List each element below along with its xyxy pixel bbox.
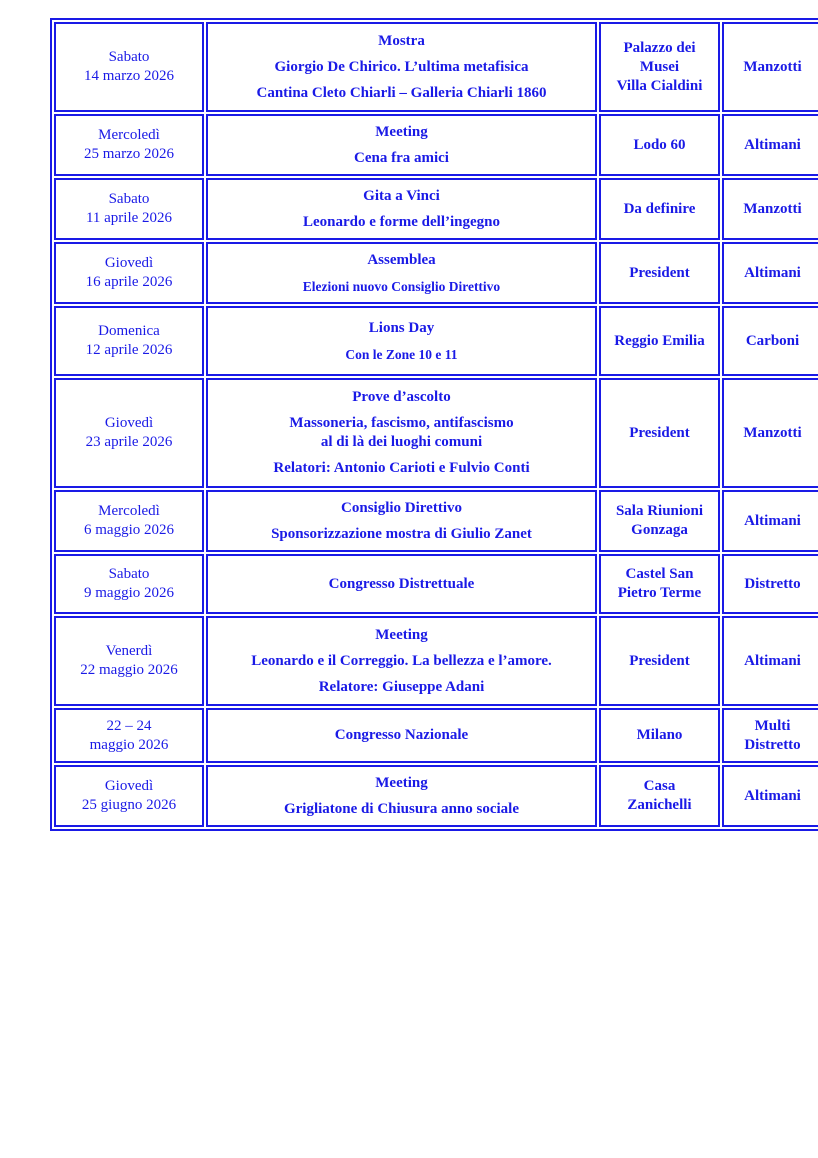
- event-organizer: Altimani: [744, 652, 801, 669]
- event-title: Mostra: [378, 32, 425, 49]
- event-day: Giovedì: [104, 255, 154, 271]
- event-description-cell: [206, 378, 597, 488]
- event-organizer: Multi: [754, 717, 791, 734]
- event-description-cell: [206, 765, 597, 827]
- event-title: Gita a Vinci: [363, 187, 440, 204]
- event-organizer: Manzotti: [743, 200, 802, 217]
- event-organizer: Carboni: [745, 332, 800, 349]
- event-organizer-cell: [722, 554, 818, 614]
- event-description-cell: [206, 306, 597, 376]
- event-place-cell: [599, 490, 720, 552]
- event-place: Milano: [636, 727, 683, 743]
- table-row: [54, 490, 818, 552]
- event-date-cell: [54, 765, 204, 827]
- event-title: Meeting: [375, 626, 428, 643]
- event-place: Da definire: [623, 200, 696, 217]
- event-day: Mercoledì: [98, 503, 160, 519]
- event-place-cell: [599, 306, 720, 376]
- event-place: Villa Cialdini: [616, 77, 703, 94]
- event-day: Venerdì: [105, 643, 153, 659]
- event-description-cell: [206, 114, 597, 176]
- event-detail: Relatori: Antonio Carioti e Fulvio Conti: [273, 460, 530, 476]
- event-organizer-cell: [722, 490, 818, 552]
- event-day: Giovedì: [104, 778, 154, 794]
- event-organizer: Distretto: [744, 736, 801, 753]
- event-organizer-cell: [722, 306, 818, 376]
- event-place: Castel San: [625, 566, 694, 582]
- table-row: [54, 554, 818, 614]
- event-description-cell: [206, 22, 597, 112]
- table-row: [54, 114, 818, 176]
- event-date: 16 aprile 2026: [85, 274, 173, 290]
- event-day: Mercoledì: [98, 127, 160, 143]
- events-table-body: [54, 22, 818, 827]
- event-title: Meeting: [375, 774, 428, 791]
- event-description-cell: [206, 490, 597, 552]
- event-date-cell: [54, 378, 204, 488]
- event-title: Congresso Nazionale: [334, 727, 469, 743]
- event-day: 22 – 24: [106, 717, 152, 734]
- event-detail: Leonardo e il Correggio. La bellezza e l’amore.: [251, 652, 552, 669]
- table-row: [54, 22, 818, 112]
- event-place: President: [629, 652, 690, 669]
- event-date-cell: [54, 708, 204, 763]
- event-date-cell: [54, 616, 204, 706]
- event-detail: Cena fra amici: [354, 149, 449, 166]
- event-date: 25 giugno 2026: [81, 797, 177, 813]
- event-organizer-cell: [722, 765, 818, 827]
- event-organizer: Altimani: [744, 512, 801, 529]
- event-place-cell: [599, 242, 720, 304]
- event-date-cell: [54, 306, 204, 376]
- event-title: Lions Day: [368, 319, 435, 336]
- table-row: [54, 708, 818, 763]
- event-date-cell: [54, 178, 204, 240]
- event-description-cell: [206, 178, 597, 240]
- event-place: Gonzaga: [631, 522, 688, 538]
- event-place: Zanichelli: [627, 797, 692, 813]
- event-detail: Massoneria, fascismo, antifascismo: [289, 415, 514, 431]
- event-date: 14 marzo 2026: [84, 68, 174, 84]
- table-row: [54, 242, 818, 304]
- event-organizer-cell: [722, 708, 818, 763]
- event-organizer-cell: [722, 22, 818, 112]
- event-day: Domenica: [98, 323, 160, 339]
- event-detail: al di là dei luoghi comuni: [320, 434, 483, 450]
- event-place: Reggio Emilia: [614, 332, 705, 349]
- event-date-cell: [54, 242, 204, 304]
- event-description-cell: [206, 242, 597, 304]
- event-title: Consiglio Direttivo: [341, 499, 462, 516]
- event-day: Giovedì: [104, 415, 154, 431]
- event-organizer-cell: [722, 616, 818, 706]
- event-title: Meeting: [375, 123, 428, 140]
- event-place-cell: [599, 22, 720, 112]
- event-detail: Relatore: Giuseppe Adani: [318, 678, 485, 695]
- event-description-cell: [206, 616, 597, 706]
- event-date-cell: [54, 114, 204, 176]
- event-title: Congresso Distrettuale: [328, 575, 475, 592]
- table-row: [54, 765, 818, 827]
- event-organizer-cell: [722, 378, 818, 488]
- event-place: Lodo 60: [633, 136, 686, 153]
- event-place: President: [629, 264, 690, 281]
- table-row: [54, 616, 818, 706]
- event-organizer-cell: [722, 178, 818, 240]
- event-organizer: Altimani: [744, 787, 801, 804]
- event-detail: Leonardo e forme dell’ingegno: [302, 213, 501, 230]
- event-description-cell: [206, 554, 597, 614]
- event-day: Sabato: [108, 566, 150, 582]
- table-row: [54, 378, 818, 488]
- event-date-cell: [54, 554, 204, 614]
- event-organizer: Altimani: [744, 136, 801, 153]
- event-place: President: [629, 424, 690, 441]
- event-day: Sabato: [108, 49, 150, 65]
- event-place: Musei: [639, 58, 680, 75]
- event-place-cell: [599, 554, 720, 614]
- event-place: Sala Riunioni: [615, 503, 704, 519]
- event-place-cell: [599, 114, 720, 176]
- event-detail: Cantina Cleto Chiarli – Galleria Chiarli 1860: [256, 84, 547, 101]
- event-date: 11 aprile 2026: [85, 210, 173, 226]
- event-place-cell: [599, 708, 720, 763]
- event-detail: Con le Zone 10 e 11: [345, 346, 458, 362]
- event-title: Prove d’ascolto: [352, 389, 451, 405]
- event-day: Sabato: [108, 191, 150, 207]
- event-detail: Grigliatone di Chiusura anno sociale: [283, 800, 520, 817]
- event-date: 12 aprile 2026: [85, 342, 173, 358]
- event-place-cell: [599, 378, 720, 488]
- event-description-cell: [206, 708, 597, 763]
- event-detail: Giorgio De Chirico. L’ultima metafisica: [274, 58, 529, 75]
- event-detail: Sponsorizzazione mostra di Giulio Zanet: [271, 525, 532, 542]
- event-date-cell: [54, 22, 204, 112]
- events-table: [50, 18, 818, 831]
- event-date: 6 maggio 2026: [84, 522, 174, 538]
- event-organizer-cell: [722, 114, 818, 176]
- event-date: 22 maggio 2026: [80, 662, 178, 678]
- event-date: maggio 2026: [89, 736, 169, 753]
- event-place-cell: [599, 765, 720, 827]
- event-organizer: Manzotti: [743, 424, 802, 441]
- event-place: Pietro Terme: [617, 585, 702, 601]
- event-place: Casa: [643, 778, 676, 794]
- event-date-cell: [54, 490, 204, 552]
- table-row: [54, 306, 818, 376]
- table-row: [54, 178, 818, 240]
- event-detail: Elezioni nuovo Consiglio Direttivo: [302, 278, 501, 294]
- event-organizer: Distretto: [744, 575, 801, 592]
- event-date: 25 marzo 2026: [84, 146, 174, 162]
- event-place-cell: [599, 616, 720, 706]
- event-organizer: Manzotti: [743, 58, 802, 75]
- event-organizer: Altimani: [744, 264, 801, 281]
- event-place: Palazzo dei: [623, 39, 696, 56]
- event-title: Assemblea: [367, 251, 436, 268]
- event-date: 23 aprile 2026: [85, 434, 173, 450]
- event-place-cell: [599, 178, 720, 240]
- event-date: 9 maggio 2026: [84, 585, 174, 601]
- event-organizer-cell: [722, 242, 818, 304]
